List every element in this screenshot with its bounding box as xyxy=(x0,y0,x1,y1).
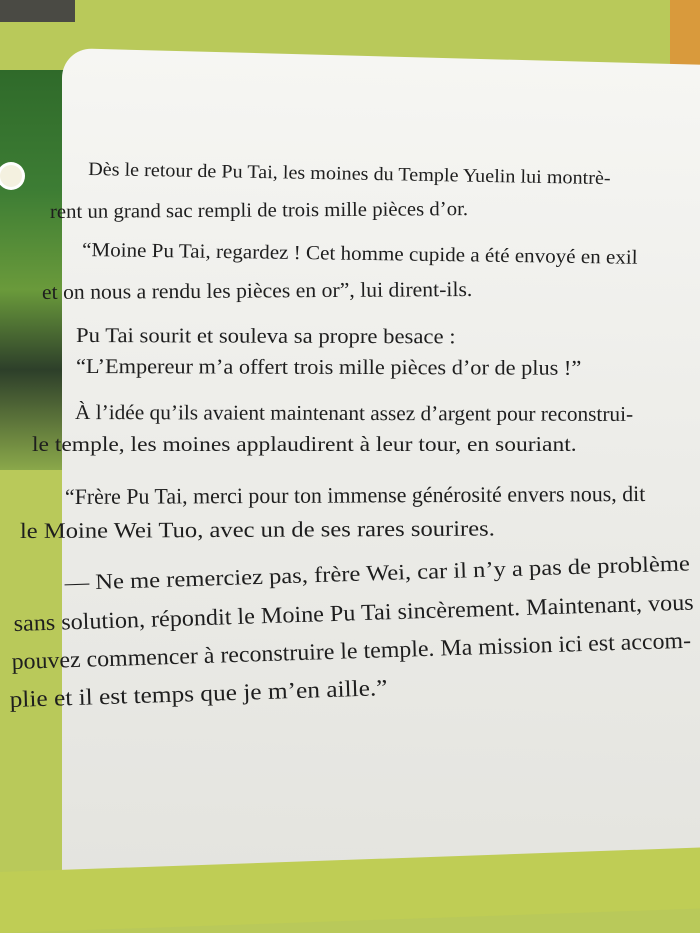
text-line: Pu Tai sourit et souleva sa propre besace : xyxy=(75,323,456,349)
text-line: Dès le retour de Pu Tai, les moines du Temple Yuelin lui montrè- xyxy=(87,159,611,190)
text-line: “Frère Pu Tai, merci pour ton immense générosité envers nous, dit xyxy=(64,480,646,509)
text-line: “L’Empereur m’a offert trois mille pièces d’or de plus !” xyxy=(75,354,582,380)
text-line: sans solution, répondit le Moine Pu Tai sincèrement. Maintenant, vous xyxy=(13,589,694,636)
text-line: — Ne me remerciez pas, frère Wei, car il n’y a pas de problème xyxy=(64,550,691,595)
text-line: le temple, les moines applaudirent à leur tour, en souriant. xyxy=(32,432,577,456)
illustration-jungle xyxy=(0,70,70,470)
text-line: pouvez commencer à reconstruire le temple. Ma mission ici est accom- xyxy=(11,627,692,674)
text-line: plie et il est temps que je m’en aille.” xyxy=(9,675,388,712)
text-line: rent un grand sac rempli de trois mille pièces d’or. xyxy=(49,198,469,223)
text-line: et on nous a rendu les pièces en or”, lui dirent-ils. xyxy=(41,276,473,304)
text-line: “Moine Pu Tai, regardez ! Cet homme cupide a été envoyé en exil xyxy=(81,239,638,269)
flower-illustration xyxy=(0,165,22,187)
text-line: À l’idée qu’ils avaient maintenant assez d’argent pour reconstrui- xyxy=(74,400,634,426)
background-surface xyxy=(0,0,75,22)
text-line: le Moine Wei Tuo, avec un de ses rares sourires. xyxy=(19,515,495,543)
